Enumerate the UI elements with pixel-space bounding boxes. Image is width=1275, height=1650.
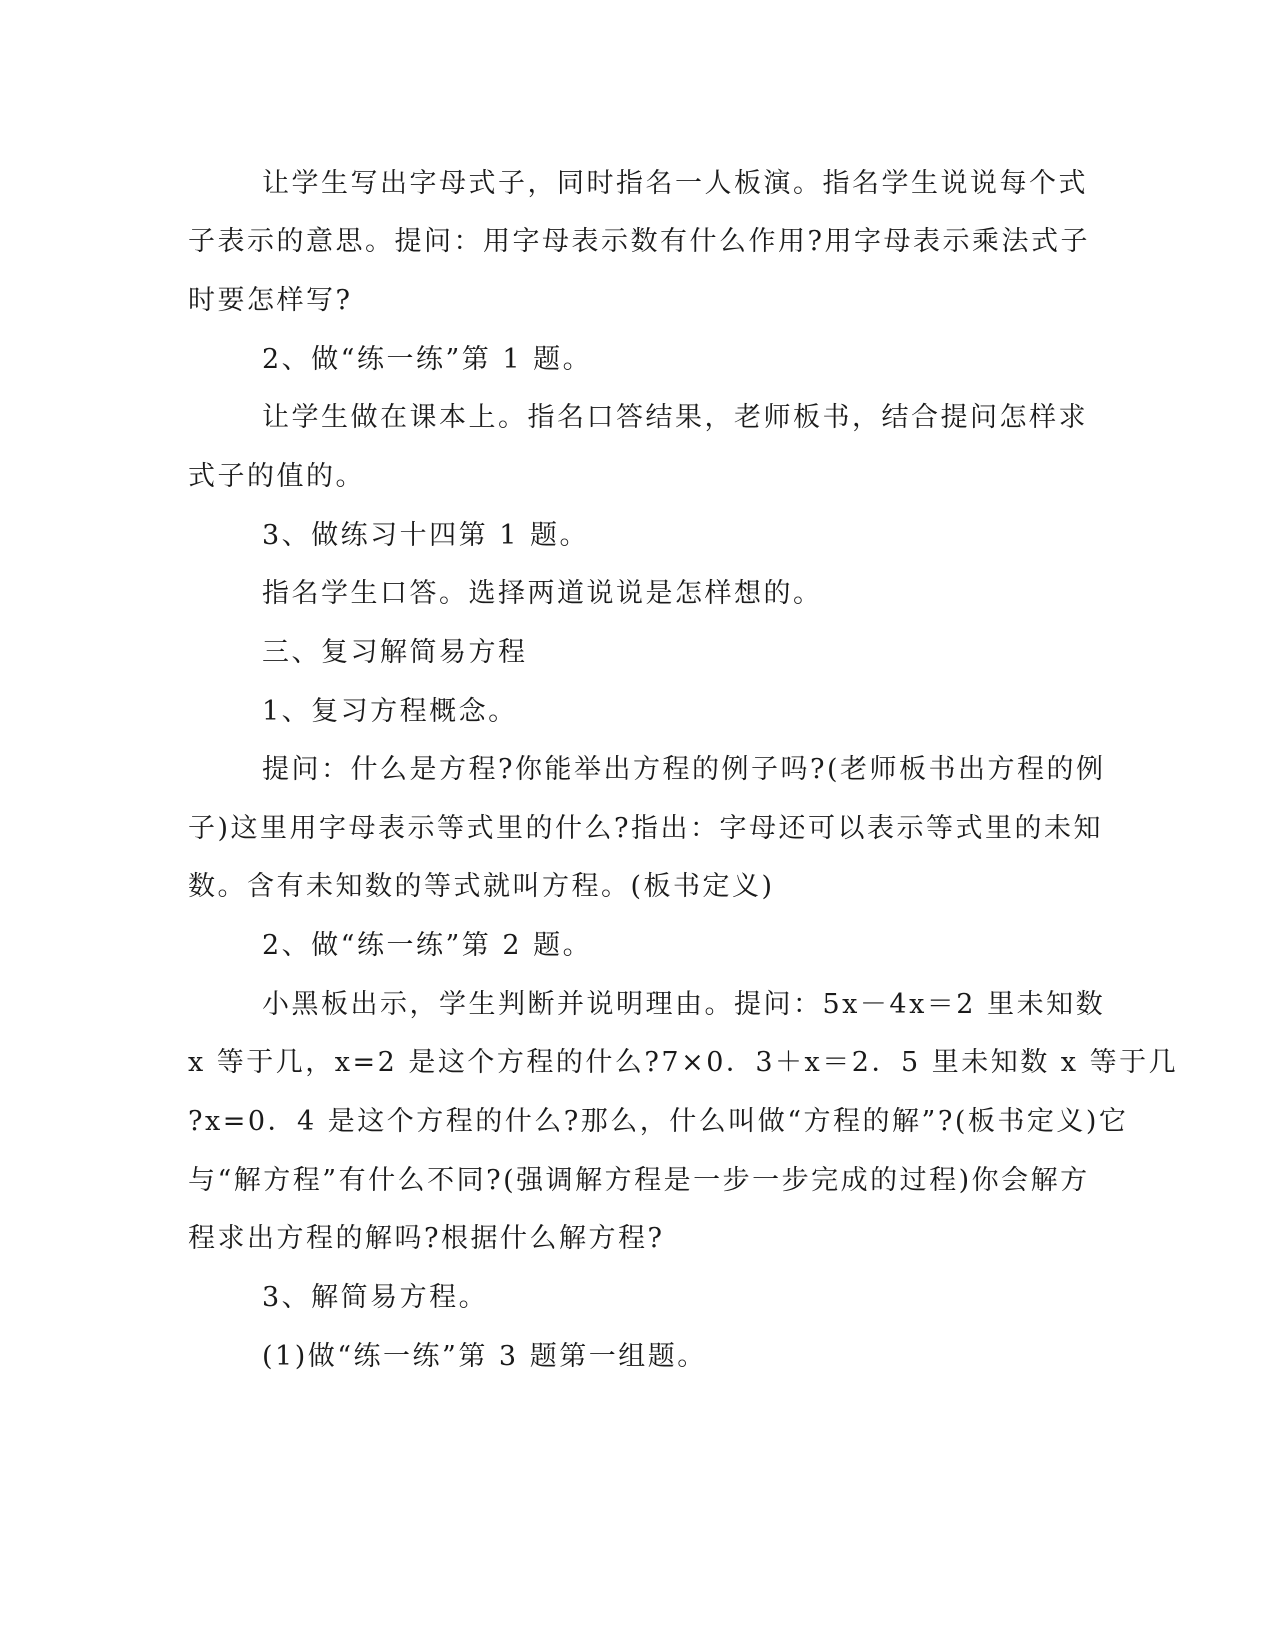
paragraph-line: 3、做练习十四第 1 题。 [262,520,590,551]
paragraph-line: 让学生写出字母式子，同时指名一人板演。指名学生说说每个式 [262,168,1088,199]
section-heading: 三、复习解简易方程 [262,637,528,668]
paragraph-line: 让学生做在课本上。指名口答结果，老师板书，结合提问怎样求 [262,402,1088,433]
paragraph-line: 2、做“练一练”第 1 题。 [262,344,593,375]
paragraph-line: 指名学生口答。选择两道说说是怎样想的。 [262,578,823,609]
paragraph-line: 小黑板出示，学生判断并说明理由。提问：5x－4x＝2 里未知数 [262,989,1106,1020]
paragraph-line: x 等于几，x=2 是这个方程的什么?7×0．3＋x＝2．5 里未知数 x 等于几 [188,1047,1179,1078]
paragraph-line: 时要怎样写? [188,285,353,316]
paragraph-line: 程求出方程的解吗?根据什么解方程? [188,1223,665,1254]
paragraph-line: ?x=0．4 是这个方程的什么?那么，什么叫做“方程的解”?(板书定义)它 [188,1106,1129,1137]
paragraph-line: 1、复习方程概念。 [262,696,518,727]
paragraph-line: (1)做“练一练”第 3 题第一组题。 [262,1341,707,1372]
paragraph-line: 子)这里用字母表示等式里的什么?指出：字母还可以表示等式里的未知 [188,813,1104,844]
paragraph-line: 式子的值的。 [188,461,365,492]
paragraph-line: 3、解简易方程。 [262,1282,489,1313]
paragraph-line: 提问：什么是方程?你能举出方程的例子吗?(老师板书出方程的例 [262,754,1106,785]
paragraph-line: 与“解方程”有什么不同?(强调解方程是一步一步完成的过程)你会解方 [188,1165,1090,1196]
paragraph-line: 2、做“练一练”第 2 题。 [262,930,593,961]
paragraph-line: 数。含有未知数的等式就叫方程。(板书定义) [188,871,775,902]
paragraph-line: 子表示的意思。提问：用字母表示数有什么作用?用字母表示乘法式子 [188,226,1090,257]
